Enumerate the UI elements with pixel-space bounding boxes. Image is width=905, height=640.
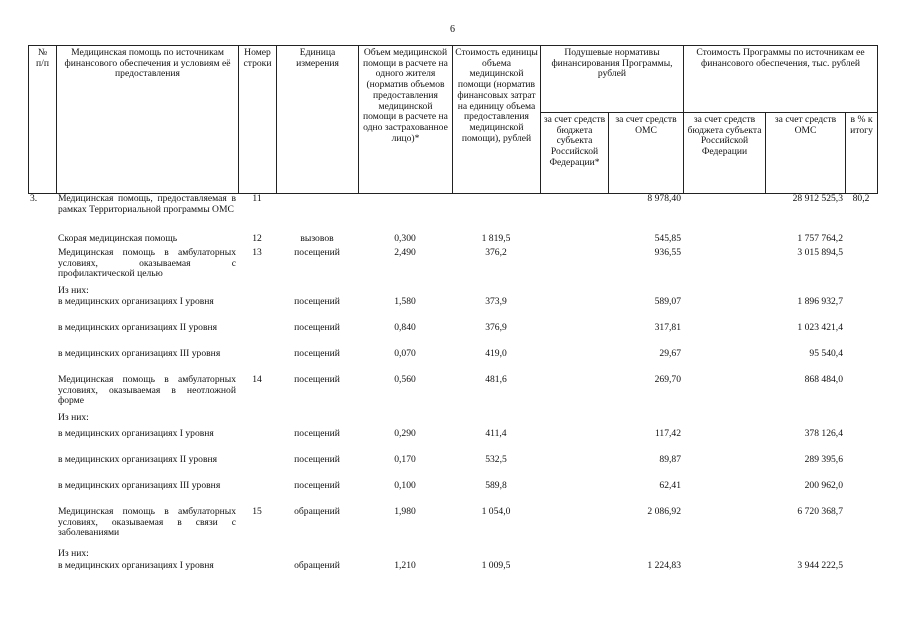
cell-name: в медицинских организациях I уровня <box>58 297 214 307</box>
cell-cost: 1 054,0 <box>481 507 511 517</box>
cell-no: 936,55 <box>654 248 681 258</box>
cell-nb <box>540 455 608 481</box>
cell-pb <box>683 234 765 248</box>
header-norms-oms: за счет средств ОМС <box>609 113 684 194</box>
cell-volume: 0,100 <box>394 481 416 491</box>
cell-pb <box>683 481 765 507</box>
cell-nb <box>540 323 608 349</box>
cell-volume: 0,560 <box>394 375 416 385</box>
table-row <box>28 234 877 248</box>
cell-row <box>238 349 276 375</box>
cell-num <box>28 429 56 455</box>
cell-nb <box>540 561 608 587</box>
cell-po: 378 126,4 <box>804 429 843 439</box>
cell-pb <box>683 561 765 587</box>
cell-no: 317,81 <box>654 323 681 333</box>
cell-no: 269,70 <box>654 375 681 385</box>
cell-nb <box>540 507 608 549</box>
table-row <box>28 248 877 286</box>
cell-po: 200 962,0 <box>804 481 843 491</box>
cell-unit: посещений <box>294 429 340 439</box>
cell-no <box>608 549 683 561</box>
cell-num <box>28 349 56 375</box>
cell-num <box>28 323 56 349</box>
cell-no: 1 224,83 <box>647 561 681 571</box>
cell-row: 12 <box>252 234 262 244</box>
table-row <box>28 286 877 297</box>
cell-po: 6 720 368,7 <box>797 507 843 517</box>
cell-volume <box>358 194 452 234</box>
cell-volume: 0,290 <box>394 429 416 439</box>
cell-name: Медицинская помощь в амбулаторных условиях, оказываемая в связи с заболеваниями <box>58 507 236 539</box>
cell-nb <box>540 549 608 561</box>
cell-unit: посещений <box>294 248 340 258</box>
cell-row <box>238 413 276 429</box>
cell-cost: 481,6 <box>485 375 507 385</box>
cell-cost: 376,9 <box>485 323 507 333</box>
cell-row <box>238 561 276 587</box>
cell-no: 117,42 <box>654 429 681 439</box>
table-row <box>28 429 877 455</box>
cell-name: Из них: <box>58 286 89 296</box>
cell-po <box>765 413 845 429</box>
cell-row: 13 <box>252 248 262 258</box>
cell-name: Из них: <box>58 549 89 559</box>
cell-name: в медицинских организациях II уровня <box>58 323 218 333</box>
cell-pb <box>683 349 765 375</box>
cell-unit: посещений <box>294 375 340 385</box>
cell-num <box>28 507 56 549</box>
cell-nb <box>540 297 608 323</box>
program-table <box>28 45 877 587</box>
header-norms: Подушевые нормативы финансирования Программы, рублей <box>541 46 684 113</box>
cell-name: в медицинских организациях III уровня <box>58 481 221 491</box>
cell-pct <box>845 234 877 248</box>
cell-unit: вызовов <box>300 234 334 244</box>
cell-pb <box>683 194 765 234</box>
cell-pct <box>845 549 877 561</box>
header-volume: Объем медицинской помощи в расчете на одного жителя (норматив объемов предоставления медицинской помощи в расчете на одно застрахованное лицо)* <box>359 46 453 194</box>
cell-name: Медицинская помощь, предоставляемая в рамках Территориальной программы ОМС <box>58 194 236 215</box>
cell-pct <box>845 375 877 413</box>
cell-cost <box>452 286 540 297</box>
cell-unit: посещений <box>294 455 340 465</box>
cell-name: Из них: <box>58 413 89 423</box>
cell-row <box>238 297 276 323</box>
cell-pb <box>683 549 765 561</box>
cell-po: 95 540,4 <box>809 349 843 359</box>
cell-num <box>28 248 56 286</box>
cell-cost <box>452 413 540 429</box>
header-row: Номер строки <box>239 46 277 194</box>
cell-volume: 0,840 <box>394 323 416 333</box>
cell-nb <box>540 234 608 248</box>
cell-po <box>765 549 845 561</box>
cell-po <box>765 286 845 297</box>
header-program-pct: в % к итогу <box>846 113 878 194</box>
cell-cost: 373,9 <box>485 297 507 307</box>
cell-nb <box>540 194 608 234</box>
cell-no <box>608 413 683 429</box>
cell-row <box>238 286 276 297</box>
cell-po: 1 023 421,4 <box>797 323 843 333</box>
cell-pct <box>845 413 877 429</box>
cell-pb <box>683 297 765 323</box>
cell-num <box>28 234 56 248</box>
cell-num <box>28 286 56 297</box>
cell-name: в медицинских организациях II уровня <box>58 455 218 465</box>
cell-po: 1 757 764,2 <box>797 234 843 244</box>
cell-pb <box>683 248 765 286</box>
cell-cost <box>452 549 540 561</box>
cell-pct <box>845 297 877 323</box>
cell-cost: 376,2 <box>485 248 507 258</box>
cell-num <box>28 455 56 481</box>
cell-name: Медицинская помощь в амбулаторных условиях, оказываемая в неотложной форме <box>58 375 236 407</box>
cell-unit <box>276 194 358 234</box>
cell-nb <box>540 248 608 286</box>
table-row <box>28 413 877 429</box>
cell-volume <box>358 549 452 561</box>
table-body <box>28 194 877 587</box>
cell-nb <box>540 349 608 375</box>
header-program-budget: за счет средств бюджета субъекта Российской Федерации <box>684 113 766 194</box>
cell-cost: 1 819,5 <box>481 234 511 244</box>
table-row <box>28 455 877 481</box>
table-row <box>28 561 877 587</box>
cell-row: 11 <box>252 194 262 204</box>
cell-unit: посещений <box>294 297 340 307</box>
cell-row <box>238 455 276 481</box>
cell-unit: посещений <box>294 323 340 333</box>
cell-nb <box>540 481 608 507</box>
cell-row: 15 <box>252 507 262 517</box>
cell-volume <box>358 413 452 429</box>
cell-pb <box>683 323 765 349</box>
cell-unit: обращений <box>294 507 340 517</box>
header-num: № п/п <box>29 46 57 194</box>
table-row <box>28 507 877 549</box>
table-row <box>28 549 877 561</box>
header-program-oms: за счет средств ОМС <box>766 113 846 194</box>
cell-unit: обращений <box>294 561 340 571</box>
cell-pb <box>683 455 765 481</box>
cell-pb <box>683 413 765 429</box>
header-name: Медицинская помощь по источникам финансового обеспечения и условиям её предоставления <box>57 46 239 194</box>
cell-volume: 0,300 <box>394 234 416 244</box>
table-row <box>28 375 877 413</box>
cell-name: Медицинская помощь в амбулаторных условиях, оказываемая с профилактической целью <box>58 248 236 280</box>
cell-pct <box>845 429 877 455</box>
cell-pct <box>845 561 877 587</box>
cell-row <box>238 549 276 561</box>
cell-pct <box>845 286 877 297</box>
cell-pct <box>845 349 877 375</box>
cell-po: 1 896 932,7 <box>797 297 843 307</box>
cell-row <box>238 323 276 349</box>
cell-pct: 80,2 <box>852 194 870 204</box>
table-row <box>28 297 877 323</box>
cell-unit <box>276 286 358 297</box>
cell-name: Скорая медицинская помощь <box>58 234 178 244</box>
cell-volume: 0,170 <box>394 455 416 465</box>
cell-volume: 1,580 <box>394 297 416 307</box>
cell-row <box>238 429 276 455</box>
cell-cost: 419,0 <box>485 349 507 359</box>
cell-unit: посещений <box>294 481 340 491</box>
cell-pct <box>845 507 877 549</box>
cell-volume: 1,210 <box>394 561 416 571</box>
cell-nb <box>540 375 608 413</box>
cell-pb <box>683 375 765 413</box>
cell-num <box>28 481 56 507</box>
cell-po: 3 944 222,5 <box>797 561 843 571</box>
cell-volume: 2,490 <box>394 248 416 258</box>
header-norms-budget: за счет средств бюджета субъекта Российской Федерации* <box>541 113 609 194</box>
cell-name: в медицинских организациях I уровня <box>58 429 214 439</box>
cell-nb <box>540 286 608 297</box>
cell-volume: 0,070 <box>394 349 416 359</box>
cell-no <box>608 286 683 297</box>
cell-no: 8 978,40 <box>647 194 681 204</box>
cell-row <box>238 481 276 507</box>
table-header <box>28 45 878 194</box>
cell-pb <box>683 507 765 549</box>
cell-no: 2 086,92 <box>647 507 681 517</box>
cell-num: 3. <box>30 194 38 204</box>
cell-no: 89,87 <box>659 455 681 465</box>
cell-po: 3 015 894,5 <box>797 248 843 258</box>
cell-cost: 589,8 <box>485 481 507 491</box>
header-program: Стоимость Программы по источникам ее финансового обеспечения, тыс. рублей <box>684 46 878 113</box>
header-cost: Стоимость единицы объема медицинской помощи (норматив финансовых затрат на единицу объема предоставления медицинской помощи), рублей <box>453 46 541 194</box>
cell-num <box>28 549 56 561</box>
cell-num <box>28 413 56 429</box>
cell-num <box>28 375 56 413</box>
page-number: 6 <box>450 24 455 35</box>
cell-nb <box>540 429 608 455</box>
cell-num <box>28 561 56 587</box>
table-row <box>28 194 877 234</box>
table-row <box>28 349 877 375</box>
cell-unit: посещений <box>294 349 340 359</box>
cell-no: 589,07 <box>654 297 681 307</box>
cell-no: 545,85 <box>654 234 681 244</box>
cell-pct <box>845 455 877 481</box>
cell-num <box>28 297 56 323</box>
cell-pct <box>845 248 877 286</box>
cell-name: в медицинских организациях III уровня <box>58 349 221 359</box>
cell-pb <box>683 429 765 455</box>
cell-nb <box>540 413 608 429</box>
cell-cost: 532,5 <box>485 455 507 465</box>
cell-no: 29,67 <box>659 349 681 359</box>
cell-unit <box>276 413 358 429</box>
cell-cost <box>452 194 540 234</box>
cell-volume <box>358 286 452 297</box>
cell-pct <box>845 481 877 507</box>
cell-po: 289 395,6 <box>804 455 843 465</box>
cell-cost: 1 009,5 <box>481 561 511 571</box>
table-row <box>28 323 877 349</box>
cell-no: 62,41 <box>659 481 681 491</box>
cell-pct <box>845 323 877 349</box>
cell-po: 868 484,0 <box>804 375 843 385</box>
cell-unit <box>276 549 358 561</box>
cell-volume: 1,980 <box>394 507 416 517</box>
cell-cost: 411,4 <box>485 429 507 439</box>
header-unit: Единица измерения <box>277 46 359 194</box>
cell-name: в медицинских организациях I уровня <box>58 561 214 571</box>
table-row <box>28 481 877 507</box>
cell-po: 28 912 525,3 <box>792 194 843 204</box>
cell-pb <box>683 286 765 297</box>
cell-row: 14 <box>252 375 262 385</box>
